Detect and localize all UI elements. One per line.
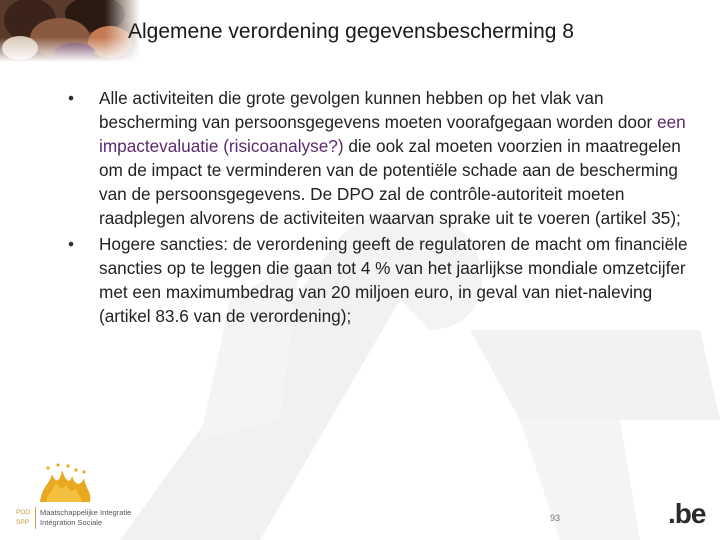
organisation-name xyxy=(40,508,131,528)
fod-line-2: SPP xyxy=(16,519,30,526)
bullet-symbol: • xyxy=(68,88,75,108)
bullet-item-1 xyxy=(68,86,688,230)
bullet-list xyxy=(68,86,688,330)
org-line-2: Intégration Sociale xyxy=(40,518,103,527)
slide-title: Algemene verordening gegevensbescherming 8 xyxy=(128,20,574,43)
bullet-1-text: Alle activiteiten die grote gevolgen kunnen hebben op het vlak van bescherming van persoonsgegevens moeten voorafgegaan worden door xyxy=(99,88,658,132)
fod-line-1: POD xyxy=(16,509,31,516)
bullet-item-2 xyxy=(68,232,688,328)
org-line-1: Maatschappelijke Integratie xyxy=(40,508,132,517)
bullet-1-text-end: die ook zal moeten voorzien in maatregelen om de impact te verminderen van de potentiële schade aan de bescherming van de persoonsgegevens. De DPO zal de contrôle-autoriteit moeten raadplegen alvorens de activiteiten waarvan sprake uit te voeren (artikel 35); xyxy=(99,136,681,228)
bullet-2-text: Hogere sancties: de verordening geeft de regulatoren de macht om financiële sancties op te leggen die gaan tot 4 % van het jaarlijkse mondiale omzetcijfer met een maximumbedrag van 20 miljoen euro, in geval van niet-naleving (artikel 83.6 van de verordening); xyxy=(99,234,688,326)
children-hugging-photo xyxy=(0,0,140,62)
page-number: 93 xyxy=(549,513,560,523)
be-logo: .be xyxy=(668,498,706,529)
bullet-1-highlight: een impactevaluatie (risicoanalyse?) xyxy=(99,112,686,156)
footer-divider xyxy=(35,507,36,529)
fod-label xyxy=(16,508,30,528)
bullet-symbol: • xyxy=(68,234,75,254)
